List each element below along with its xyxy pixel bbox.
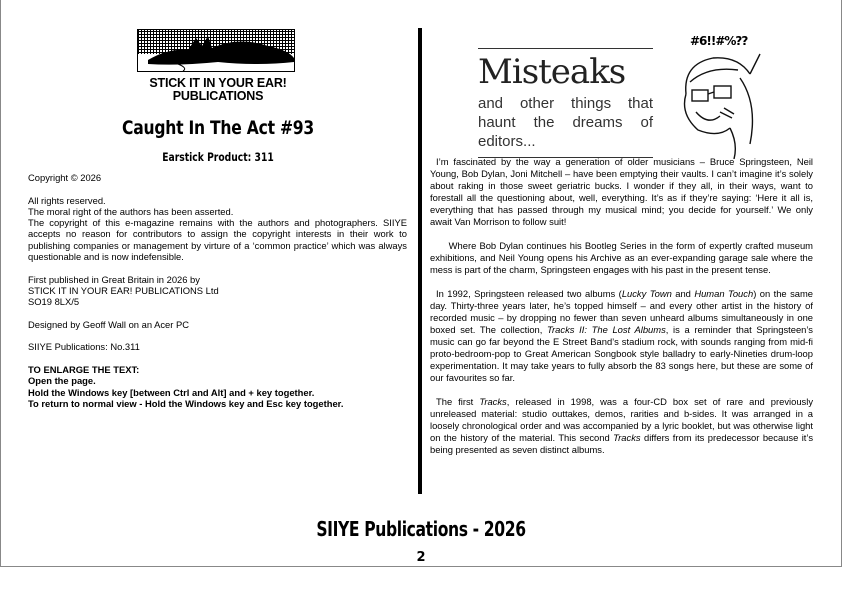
text-run: and	[671, 288, 695, 299]
rights-text	[28, 195, 407, 263]
enlarge-heading: TO ENLARGE THE TEXT:	[28, 364, 140, 376]
subtitle-line: and other things that	[478, 95, 653, 112]
album-title: Tracks II: The Lost Albums	[547, 324, 666, 335]
text-run: , is a reminder that Springsteen’s music can go far beyond the E Street Band’s stadium rock, with sounds ranging from mid-fi proto-bedroom-pop to Great American Songbook style balladry to early-Nineties drum-loop experimentation. It may take years to fully absorb the 83 songs here, but these are some of our favourites so far.	[430, 324, 813, 383]
article-paragraph	[430, 156, 813, 228]
publisher-name	[28, 77, 408, 103]
album-title: Tracks	[479, 396, 507, 407]
copyright-line: Copyright © 2026	[28, 172, 102, 183]
album-title: Tracks	[613, 432, 641, 443]
published-line: SO19 8LX/5	[28, 296, 80, 308]
text-run: I’m fascinated by the way a generation of older musicians – Bruce Springsteen, Neil Young, Bob Dylan, Joni Mitchell – have been emptying their vaults. I can’t imagine it’s solely about raking in those sweet geriatric bucks. I wonder if they all, in their ways, want to forestall all the questioning about, well, everything. It’s as if they’re saying: ‘Here it all is, everything that has passed through my musical mind; you decide for yourself.’ We only await Van Morrison to follow suit!	[430, 156, 813, 227]
page-number: 2	[416, 550, 426, 565]
text-run: ) on the same day. Thirty-three years later, he’s topped himself – and every other artist in the history of recorded music – by dropping no fewer than seven unheard albums simultaneously in one boxed set. The collection,	[430, 288, 813, 335]
text-run: The first	[436, 396, 480, 407]
publisher-logo-image	[137, 29, 295, 72]
subtitle-line: haunt the dreams of	[478, 114, 653, 131]
article-paragraph	[430, 288, 813, 384]
article-paragraph	[430, 396, 813, 456]
sleeping-dog-icon	[138, 30, 294, 71]
misteaks-title: Misteaks	[478, 52, 626, 92]
copyright-block	[28, 172, 407, 421]
publication-number: SIIYE Publications: No.311	[28, 341, 140, 353]
rights-line: All rights reserved.	[28, 194, 106, 206]
publisher-line-1: STICK IT IN YOUR EAR!	[149, 76, 287, 90]
cartoon-exclamation: #6!!#%??	[690, 34, 748, 48]
article-body	[430, 156, 813, 468]
subtitle-line: editors...	[478, 133, 536, 150]
footer-title: SIIYE Publications - 2026	[316, 517, 526, 541]
text-run: In 1992, Springsteen released two albums (	[436, 288, 622, 299]
text-run: differs from its predecessor because it’s being presented as seven distinct albums.	[430, 432, 814, 455]
publisher-line-2: PUBLICATIONS	[172, 89, 264, 103]
editor-cartoon	[668, 34, 778, 159]
enlarge-step: To return to normal view - Hold the Windows key and Esc key together.	[28, 397, 344, 409]
album-title: Lucky Town	[621, 288, 672, 299]
angry-editor-icon	[668, 34, 778, 159]
product-number: Earstick Product: 311	[162, 150, 274, 164]
enlarge-step: Hold the Windows key [between Ctrl and Alt] and + key together.	[28, 386, 315, 398]
text-run: , released in 1998, was a four-CD box set of rare and previously unreleased material: studio outtakes, demos, rarities and b-sides. It was arranged in a loosely chronological order and was accompanied by a lyric booklet, but was otherwise light on the history of the material. This second	[430, 396, 814, 443]
rights-line: The copyright of this e-magazine remains with the authors and photographers. SIIYE accepts no reason for contributors to assign the copyright interests in their work to publishing companies or management by virture of a ‘common practice’ which was always questionable and is now indefensible.	[28, 217, 407, 263]
enlarge-step: Open the page.	[28, 375, 96, 387]
rights-line: The moral right of the authors has been asserted.	[28, 205, 234, 217]
misteaks-subtitle	[478, 94, 653, 151]
header-rule-top	[478, 48, 653, 49]
article-paragraph	[430, 240, 813, 276]
album-title: Human Touch	[694, 288, 754, 299]
text-run: Where Bob Dylan continues his Bootleg Series in the form of expertly crafted museum exhibitions, and Neil Young opens his Archive as an ever-expanding garage sale where the mess is part of the charm, Springsteen engages with his past in the present tense.	[430, 240, 813, 275]
published-line: STICK IT IN YOUR EAR! PUBLICATIONS Ltd	[28, 284, 219, 296]
column-divider	[418, 28, 422, 494]
published-line: First published in Great Britain in 2026 by	[28, 273, 200, 285]
published-text	[28, 274, 407, 308]
enlarge-instructions	[28, 364, 407, 409]
issue-title: Caught In The Act #93	[122, 117, 314, 139]
designed-by: Designed by Geoff Wall on an Acer PC	[28, 318, 190, 330]
